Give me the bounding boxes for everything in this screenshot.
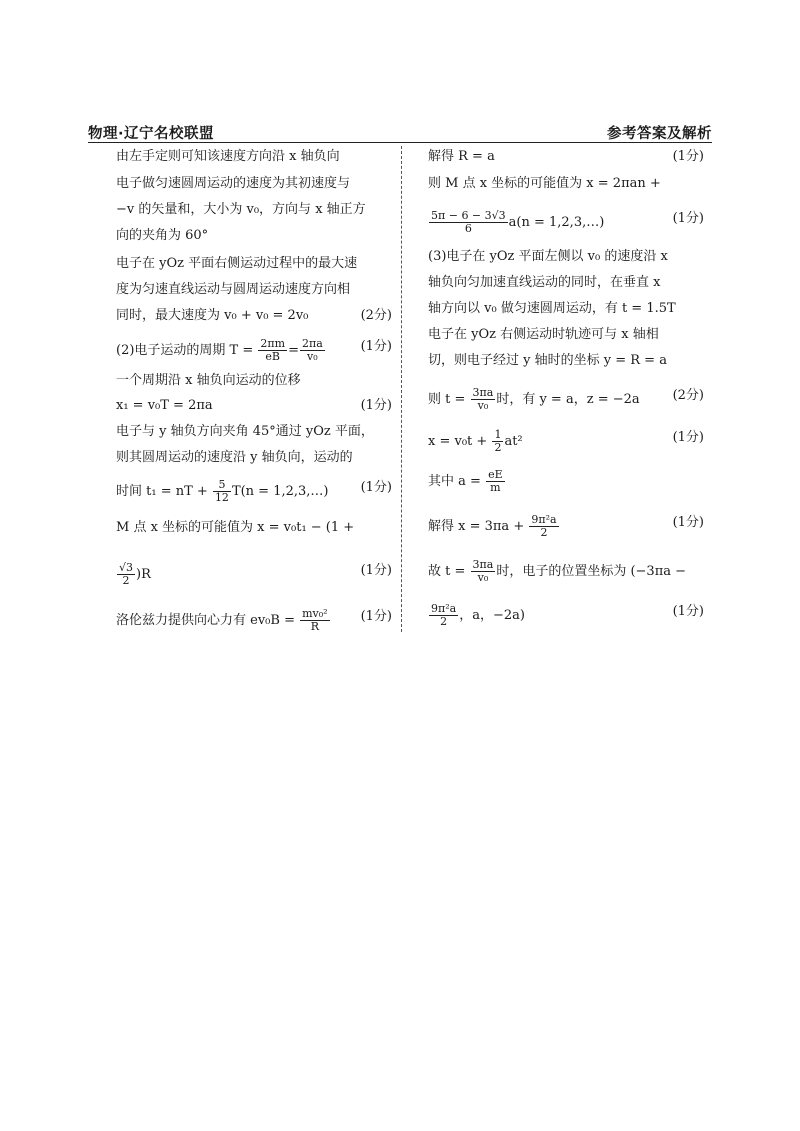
left-line-3: −v 的矢量和，大小为 v₀，方向与 x 轴正方: [116, 202, 366, 217]
left-line-13: [116, 478, 392, 504]
fraction-mv0sq-R: $\frac{\text{mv₀²}}{R}$: [302, 607, 328, 633]
left-line-4: 向的夹角为 60°: [116, 228, 209, 243]
score-1: (1分): [360, 563, 392, 578]
left-line-14: M 点 x 坐标的可能值为 x = v₀t₁ − (1 +: [116, 520, 355, 535]
score-1: (1分): [672, 430, 704, 445]
fraction-3pia-v0: $\frac{3\pi a}{\text{v₀}}$: [472, 558, 494, 584]
x-result: 解得 x = 3πa +: [428, 519, 525, 534]
time-condition-2: 时，有 y = a，z = −2a: [496, 392, 640, 407]
right-line-10: [428, 428, 704, 454]
left-line-8: (2)电子运动的周期 T = $\frac{2\pi m}{eB}$ = $\frac{2\pi a}{\text{v₀}}$ (1分): [116, 337, 392, 363]
motion-eq: x = v₀t +: [428, 434, 488, 449]
radius-result: 解得 R = a: [428, 149, 495, 164]
left-line-9: 一个周期沿 x 轴负向运动的位移: [116, 373, 301, 388]
score-1: (1分): [672, 211, 704, 226]
fraction-5-12: $\frac{5}{12}$: [214, 478, 229, 504]
fraction-9pi2a-2: $\frac{\text{9π²a}}{2}$: [531, 513, 557, 539]
left-line-11: 电子与 y 轴负方向夹角 45°通过 yOz 平面，: [116, 424, 374, 439]
lorentz-text: 洛伦兹力提供向心力有 ev₀B =: [116, 613, 295, 628]
max-speed-text: 同时，最大速度为 v₀ + v₀ = 2v₀: [116, 308, 309, 323]
final-coordinates: ，a，−2a): [459, 608, 525, 623]
right-line-3: [428, 209, 704, 235]
displacement-text: x₁ = v₀T = 2πa: [116, 398, 213, 413]
period-text: (2)电子运动的周期 T =: [116, 343, 254, 358]
right-line-11: [428, 468, 704, 494]
fraction-1-2: $\frac{1}{2}$: [494, 428, 502, 454]
motion-eq-2: at²: [504, 434, 523, 449]
right-line-2: 则 M 点 x 坐标的可能值为 x = 2πan +: [428, 176, 661, 191]
fraction-eE-m: $\frac{eE}{m}$: [488, 468, 503, 494]
left-line-2: 电子做匀速圆周运动的速度为其初速度与: [116, 176, 351, 191]
column-divider: [401, 146, 402, 632]
right-line-12: [428, 513, 704, 539]
fraction-sqrt3-2: $\frac{√3}{2}$: [119, 561, 134, 587]
right-line-13: [428, 558, 704, 584]
left-line-15: [116, 561, 392, 587]
right-line-1: [428, 148, 704, 166]
fraction-2pia-v0: $\frac{2\pi a}{\text{v₀}}$: [301, 337, 323, 363]
score-1: (1分): [672, 515, 704, 530]
right-line-14: [428, 602, 704, 628]
radius-text: )R: [136, 567, 151, 582]
right-line-5: 轴负向匀加速直线运动的同时，在垂直 x: [428, 275, 661, 290]
fraction-2pim-eB: $\frac{2\pi m}{eB}$: [260, 337, 286, 363]
right-line-8: 切，则电子经过 y 轴时的坐标 y = R = a: [428, 353, 667, 368]
time-text: 时间 t₁ = nT +: [116, 484, 208, 499]
fraction-5pi: $\frac{5\pi - 6 - 3√3}{6}$: [431, 209, 506, 235]
score-1: (1分): [360, 398, 392, 413]
left-line-7: [116, 307, 392, 325]
header-section: 参考答案及解析: [607, 126, 712, 142]
time-condition: 则 t =: [428, 392, 466, 407]
final-condition-2: 时，电子的位置坐标为 (−3πa −: [496, 564, 687, 579]
left-line-6: 度为匀速直线运动与圆周运动速度方向相: [116, 282, 351, 297]
left-line-10: [116, 397, 392, 415]
score-2: (2分): [360, 308, 392, 323]
fraction-3pia-v0: $\frac{3\pi a}{\text{v₀}}$: [472, 386, 494, 412]
score-1: (1分): [360, 480, 392, 495]
header-subject: 物理·辽宁名校联盟: [88, 126, 215, 142]
right-line-9: [428, 386, 704, 412]
accel-def: 其中 a =: [428, 474, 481, 489]
left-line-5: 电子在 yOz 平面右侧运动过程中的最大速: [116, 256, 358, 271]
fraction-9pi2a-2: $\frac{\text{9π²a}}{2}$: [431, 602, 457, 628]
score-1: (1分): [672, 149, 704, 164]
left-line-16: [116, 607, 392, 633]
page-header: [88, 122, 712, 142]
left-line-12: 则其圆周运动的速度沿 y 轴负向，运动的: [116, 450, 353, 465]
right-line-6: 轴方向以 v₀ 做匀速圆周运动，有 t = 1.5T: [428, 301, 676, 316]
time-text-2: T(n = 1,2,3,…): [231, 484, 329, 499]
header-rule: [88, 142, 712, 143]
score-1: (1分): [360, 609, 392, 624]
right-line-7: 电子在 yOz 右侧运动时轨迹可与 x 轴相: [428, 327, 659, 342]
score-1: (1分): [360, 339, 392, 354]
left-line-1: 由左手定则可知该速度方向沿 x 轴负向: [116, 149, 340, 164]
final-condition: 故 t =: [428, 564, 466, 579]
score-1: (1分): [672, 604, 704, 619]
right-line-4: (3)电子在 yOz 平面左侧以 v₀ 的速度沿 x: [428, 249, 668, 264]
score-2: (2分): [672, 388, 704, 403]
coef-text: a(n = 1,2,3,…): [508, 215, 605, 230]
